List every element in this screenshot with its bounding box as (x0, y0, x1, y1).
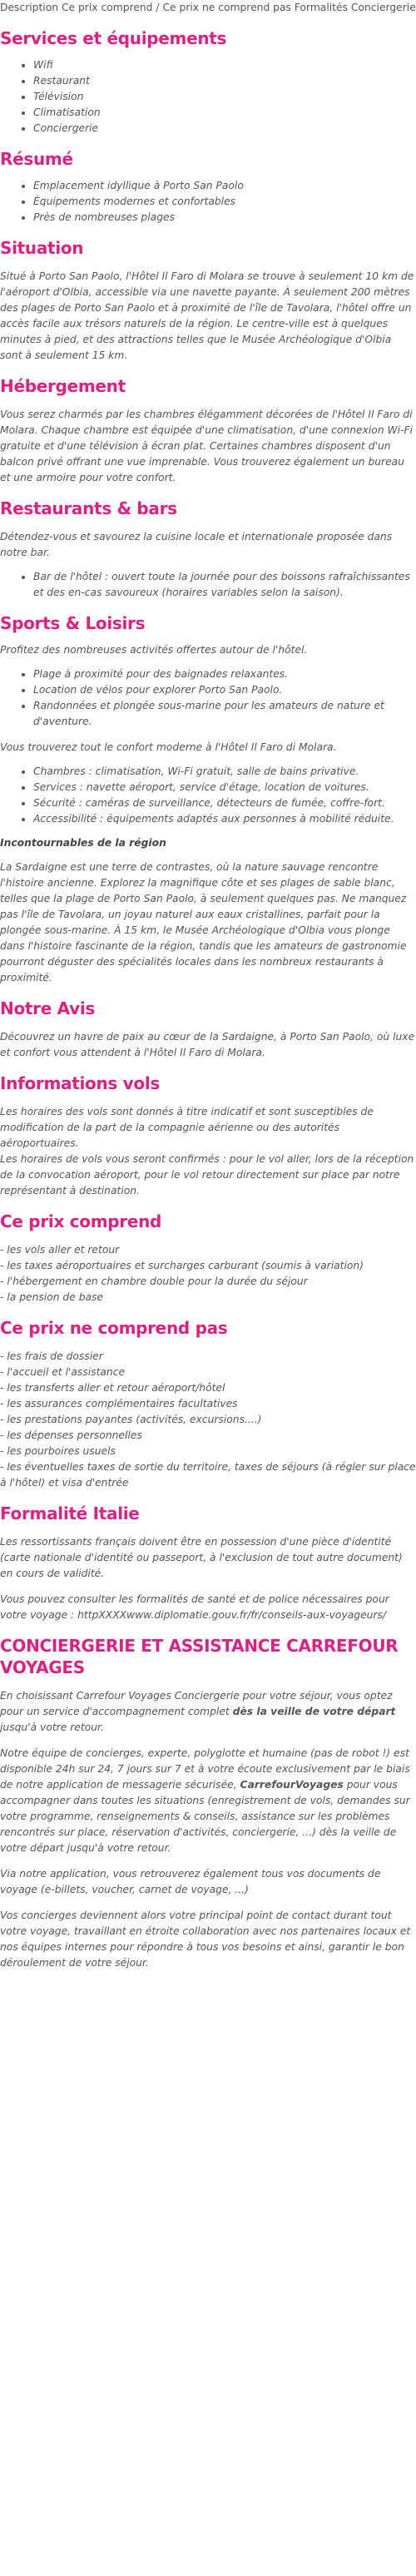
services-list (0, 57, 416, 136)
list-item: • Bar de l'hôtel : ouvert toute la journée pour des boissons rafraîchissantes et des en-cas savoureux (horaires variables selon la saison). (33, 569, 416, 601)
ne-comprend-list (0, 1349, 416, 1491)
formalite-text-1: Les ressortissants français doivent être en possession d'une pièce d'identité (carte nationale d'identité ou passeport, à l'exclusion de tout autre document) en cours de validité. (0, 1536, 403, 1579)
conciergerie-text-2a: Notre équipe de concierges, experte, polyglotte et humaine (pas de robot !) est disponible 24h sur 24, 7 jours sur 7 et à votre écoute exclusivement par le biais de notre application de messagerie sécurisée, (0, 1747, 410, 1791)
conciergerie-text-2c: pour vous accompagner dans toutes les situations (enregistrement de vols, demandes sur votre programme, renseignements & conseils, assistance sur les problèmes rencontrés sur place, réservation d'activités, conciergerie, ...) dès la veille de votre départ jusqu'à votre retour. (0, 1779, 410, 1854)
conciergerie-text-1c: jusqu'à votre retour. (0, 1721, 104, 1733)
conciergerie-text-1 (0, 1688, 416, 1736)
list-item: - les dépenses personnelles (0, 1429, 142, 1441)
comprend-list (0, 1242, 416, 1305)
list-item: • Télévision (33, 89, 416, 105)
list-item: • Équipements modernes et confortables (33, 194, 416, 210)
list-item: • Randonnées et plongée sous-marine pour les amateurs de nature et d'aventure. (33, 698, 416, 730)
conciergerie-emphasis-1: dès la veille de votre départ (232, 1706, 396, 1717)
list-item: - les vols aller et retour (0, 1244, 120, 1256)
vols-title: Informations vols (0, 1073, 161, 1093)
conciergerie-text-4: Vos concierges deviennent alors votre principal point de contact durant tout votre voyage, travaillant en étroite collaboration avec nos partenaires locaux et nos équipes internes pour répondre à tous vos besoins et ainsi, garantir le bon déroulement de votre séjour. (0, 1910, 411, 1969)
conciergerie-emphasis-2: CarrefourVoyages (240, 1779, 344, 1791)
list-item: - les transferts aller et retour aéroport/hôtel (0, 1382, 225, 1394)
vols-text-1: Les horaires des vols sont donnés à titre indicatif et sont susceptibles de modification de la part de la compagnie aérienne ou des autorités aéroportuaires. (0, 1106, 374, 1149)
list-item: • Conciergerie (33, 121, 416, 136)
page-nav-title: Description Ce prix comprend / Ce prix ne comprend pas Formalités Conciergerie (0, 2, 416, 13)
list-item: - les éventuelles taxes de sortie du territoire, taxes de séjours (à régler sur place à l'hôtel) et visa d'entrée (0, 1461, 416, 1489)
list-item: • Plage à proximité pour des baignades relaxantes. (33, 666, 416, 682)
region-text: La Sardaigne est une terre de contrastes, où la nature sauvage rencontre l'histoire ancienne. Explorez la magnifique côte et ses plages de sable blanc, telles que la plage de Porto San Paolo, à seulement quelques pas. Ne manquez pas l'île de Tavolara, un joyau naturel aux eaux cristallines, parfait pour la plongée sous-marine. À 15 km, le Musée Archéologique d'Olbia vous plonge dans l'histoire fascinante de la région, tandis que les amateurs de gastronomie pourront déguster des spécialités locales dans les nombreux restaurants à proximité. (0, 861, 407, 983)
list-item: - l'hébergement en chambre double pour la durée du séjour (0, 1276, 308, 1287)
formalite-title: Formalité Italie (0, 1503, 140, 1523)
list-item: • Emplacement idyllique à Porto San Paolo (33, 178, 416, 194)
list-item: - les pourboires usuels (0, 1445, 116, 1457)
hebergement-title: Hébergement (0, 376, 126, 396)
restaurants-title: Restaurants & bars (0, 498, 177, 518)
vols-text-2: Les horaires de vols vous seront confirmés : pour le vol aller, lors de la réception de la convocation aéroport, pour le vol retour directement sur place par notre représentant à destination. (0, 1153, 414, 1196)
avis-title: Notre Avis (0, 998, 95, 1018)
hebergement-text: Vous serez charmés par les chambres élégamment décorées de l'Hôtel Il Faro di Molara. Chaque chambre est équipée d'une climatisation, d'une connexion Wi-Fi gratuite et d'une télévision à écran plat. Certaines chambres disposent d'un balcon privé offrant une vue imprenable. Vous trouverez également un bureau et une armoire pour votre confort. (0, 409, 414, 483)
list-item: - les assurances complémentaires facultatives (0, 1398, 238, 1409)
resume-title: Résumé (0, 149, 73, 169)
list-item: • Sécurité : caméras de surveillance, détecteurs de fumée, coffre-fort. (33, 795, 416, 811)
sports-title: Sports & Loisirs (0, 613, 146, 633)
list-item: - la pension de base (0, 1291, 104, 1303)
list-item: • Climatisation (33, 105, 416, 121)
situation-title: Situation (0, 238, 84, 258)
situation-text: Situé à Porto San Paolo, l'Hôtel Il Faro di Molara se trouve à seulement 10 km de l'aéroport d'Olbia, accessible via une navette payante. À seulement 200 mètres des plages de Porto San Paolo et à proximité de l'île de Tavolara, l'hôtel offre un accès facile aux trésors naturels de la région. Le centre-ville est à quelques minutes à pied, et des attractions telles que le Musée Archéologique d'Olbia sont à seulement 15 km. (0, 270, 414, 361)
conciergerie-title: CONCIERGERIE ET ASSISTANCE CARREFOUR VOYAGES (0, 1636, 399, 1677)
list-item: • Services : navette aéroport, service d'étage, location de voitures. (33, 780, 416, 795)
avis-text: Découvrez un havre de paix au cœur de la Sardaigne, à Porto San Paolo, où luxe et confort vous attendent à l'Hôtel Il Faro di Molara. (0, 1031, 415, 1058)
services-title: Services et équipements (0, 28, 227, 48)
list-item: - les prestations payantes (activités, excursions....) (0, 1414, 262, 1425)
region-title: Incontournables de la région (0, 837, 166, 849)
list-item: - les taxes aéroportuaires et surcharges carburant (soumis à variation) (0, 1260, 364, 1271)
comfort-list (0, 764, 416, 827)
resume-list (0, 178, 416, 225)
comprend-title: Ce prix comprend (0, 1211, 162, 1231)
formalite-text-2: Vous pouvez consulter les formalités de santé et de police nécessaires pour votre voyage : httpXXXXwww.diplomatie.gouv.fr/fr/conseils-aux-voyageurs/ (0, 1593, 389, 1621)
list-item: • Près de nombreuses plages (33, 210, 416, 225)
list-item: - les frais de dossier (0, 1350, 103, 1362)
restaurants-text: Détendez-vous et savourez la cuisine locale et internationale proposée dans notre bar. (0, 531, 393, 558)
conciergerie-text-3: Via notre application, vous retrouverez également tous vos documents de voyage (e-billets, voucher, carnet de voyage, ...) (0, 1868, 381, 1895)
list-item: • Accessibilité : équipements adaptés aux personnes à mobilité réduite. (33, 811, 416, 827)
list-item: • Restaurant (33, 73, 416, 89)
sports-intro: Profitez des nombreuses activités offertes autour de l'hôtel. (0, 644, 308, 656)
list-item: • Wifi (33, 57, 416, 73)
conciergerie-text-2 (0, 1746, 416, 1856)
restaurants-list (0, 569, 416, 601)
list-item: • Location de vélos pour explorer Porto San Paolo. (33, 682, 416, 698)
ne-comprend-title: Ce prix ne comprend pas (0, 1318, 228, 1338)
comfort-intro: Vous trouverez tout le confort moderne à l'Hôtel Il Faro di Molara. (0, 741, 337, 753)
conciergerie-text-1a: En choisissant Carrefour Voyages Conciergerie pour votre séjour, vous optez pour un service d'accompagnement complet (0, 1690, 393, 1717)
sports-list (0, 666, 416, 730)
list-item: - l'accueil et l'assistance (0, 1366, 126, 1378)
list-item: • Chambres : climatisation, Wi-Fi gratuit, salle de bains privative. (33, 764, 416, 780)
